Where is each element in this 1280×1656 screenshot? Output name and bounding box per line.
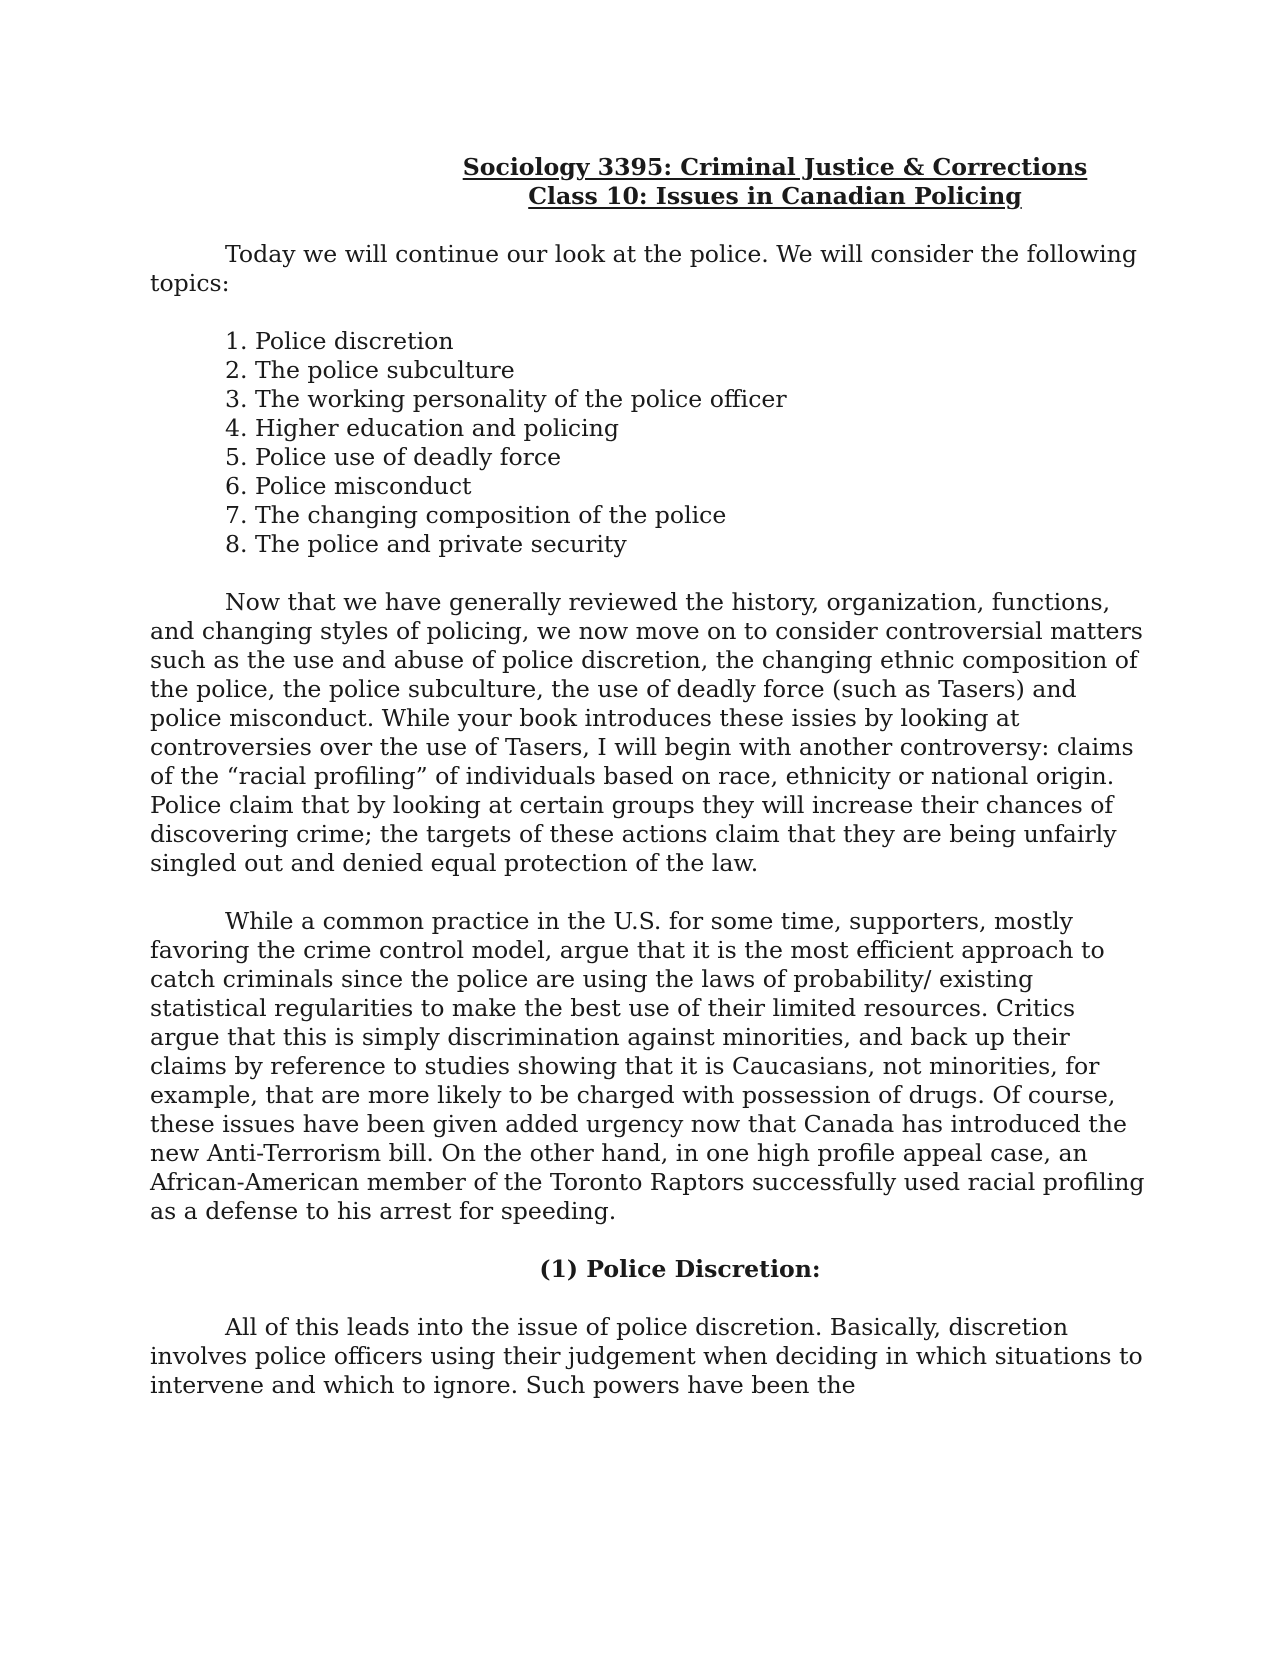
spacer	[150, 559, 1150, 588]
list-item: 8. The police and private security	[225, 530, 627, 558]
spacer	[150, 211, 1150, 240]
list-item: 4. Higher education and policing	[225, 414, 619, 442]
course-title: Sociology 3395: Criminal Justice & Corrections	[462, 153, 1088, 181]
section-heading: (1) Police Discretion:	[539, 1255, 821, 1283]
body-paragraph: Now that we have generally reviewed the history, organization, functions, and changing styles of policing, we now move on to consider controversial matters such as the use and abuse of police discretion, the changing ethnic composition of the police, the police subculture, the use of deadly force (such as Tasers) and police misconduct. While your book introduces these issies by looking at controversies over the use of Tasers, I will begin with another controversy: claims of the “racial profiling” of individuals based on race, ethnicity or national origin. Police claim that by looking at certain groups they will increase their chances of discovering crime; the targets of these actions claim that they are being unfairly singled out and denied equal protection of the law.	[150, 588, 1143, 877]
spacer	[150, 1284, 1150, 1313]
document-header	[150, 153, 1150, 211]
document-body	[150, 153, 1150, 1400]
class-title: Class 10: Issues in Canadian Policing	[528, 182, 1022, 210]
list-item: 3. The working personality of the police officer	[225, 385, 787, 413]
spacer	[150, 298, 1150, 327]
spacer	[150, 878, 1150, 907]
intro-paragraph: Today we will continue our look at the police. We will consider the following topics:	[150, 240, 1137, 297]
list-item: 5. Police use of deadly force	[225, 443, 562, 471]
body-paragraph: All of this leads into the issue of police discretion. Basically, discretion involves police officers using their judgement when deciding in which situations to intervene and which to ignore. Such powers have been the	[150, 1313, 1143, 1399]
list-item: 7. The changing composition of the police	[225, 501, 727, 529]
topic-list	[150, 327, 1150, 559]
list-item: 6. Police misconduct	[225, 472, 472, 500]
list-item: 1. Police discretion	[225, 327, 454, 355]
list-item: 2. The police subculture	[225, 356, 515, 384]
spacer	[150, 1226, 1150, 1255]
body-paragraph: While a common practice in the U.S. for some time, supporters, mostly favoring the crime control model, argue that it is the most efficient approach to catch criminals since the police are using the laws of probability/ existing statistical regularities to make the best use of their limited resources. Critics argue that this is simply discrimination against minorities, and back up their claims by reference to studies showing that it is Caucasians, not minorities, for example, that are more likely to be charged with possession of drugs. Of course, these issues have been given added urgency now that Canada has introduced the new Anti-Terrorism bill. On the other hand, in one high profile appeal case, an African-American member of the Toronto Raptors successfully used racial profiling as a defense to his arrest for speeding.	[150, 907, 1145, 1225]
